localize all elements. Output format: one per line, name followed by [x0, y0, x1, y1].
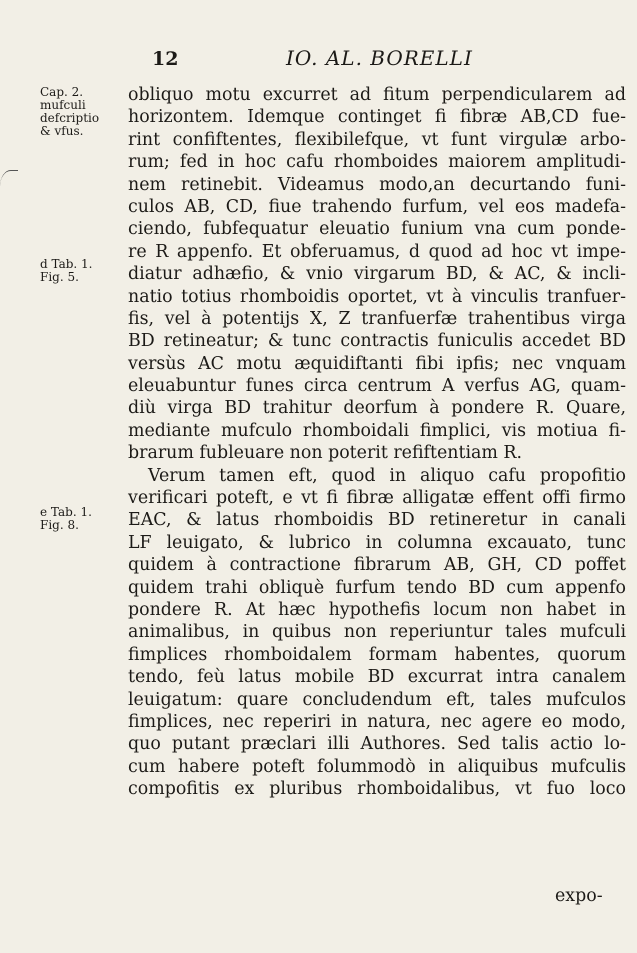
text-line: nem retinebit. Videamus modo,an decurtando funi-: [128, 174, 626, 195]
page-number: 12: [152, 48, 179, 70]
text-line: BD retineatur; & tunc contractis funiculis accedet BD: [128, 331, 626, 352]
margin-note-line: mufculi: [40, 98, 86, 112]
margin-note-figure-8: [40, 506, 92, 532]
text-line: rum; fed in hoc cafu rhomboides maiorem amplitudi-: [128, 152, 626, 173]
margin-note-line: Fig. 8.: [40, 518, 79, 532]
page-edge-mark: [0, 170, 18, 197]
text-line: fimplices rhomboidalem formam habentes, quorum: [128, 644, 626, 665]
text-line: quidem trahi obliquè furfum tendo BD cum appenfo: [128, 577, 626, 598]
text-line: fis, vel à potentijs X, Z tranfuerfæ trahentibus virga: [128, 308, 626, 329]
text-line-paragraph-start: Verum tamen eft, quod in aliquo cafu propofitio: [148, 465, 626, 486]
running-head: IO. AL. BORELLI: [286, 46, 473, 70]
margin-note-line: d Tab. 1.: [40, 257, 93, 271]
text-line: compofitis ex pluribus rhomboidalibus, vt fuo loco: [128, 779, 626, 800]
margin-note-line: e Tab. 1.: [40, 505, 92, 519]
text-line: fimplices, nec reperiri in natura, nec agere eo modo,: [128, 711, 626, 732]
text-line: quo putant præclari illi Authores. Sed talis actio lo-: [128, 734, 626, 755]
text-line: verificari poteft, e vt fi fibræ alligatæ effent offi firmo: [128, 488, 626, 509]
text-line: LF leuigato, & lubrico in columna excauato, tunc: [128, 532, 626, 553]
text-line: cum habere poteft folummodò in aliquibus mufculis: [128, 756, 626, 777]
text-line: re R appenfo. Et obferuamus, d quod ad hoc vt impe-: [128, 241, 626, 262]
text-line: leuigatum: quare concludendum eft, tales mufculos: [128, 689, 626, 710]
text-line: tendo, feù latus mobile BD excurrat intra canalem: [128, 667, 626, 688]
text-line: animalibus, in quibus non reperiuntur tales mufculi: [128, 622, 626, 643]
text-line: obliquo motu excurret ad fitum perpendicularem ad: [128, 85, 626, 105]
text-line: ciendo, fubfequatur eleuatio funium vna cum ponde-: [128, 219, 626, 240]
margin-note-figure-5: [40, 258, 92, 284]
text-line: mediante mufculo rhomboidali fimplici, vis motiua fi-: [128, 420, 626, 441]
text-line: versùs AC motu æquidiftanti fibi ipfis; nec vnquam: [128, 353, 626, 374]
margin-note-line: defcriptio: [40, 111, 100, 125]
text-line: natio totius rhomboidis oportet, vt à vinculis tranfuer-: [128, 286, 626, 307]
text-line: EAC, & latus rhomboidis BD retineretur in canali: [128, 510, 626, 531]
text-line: culos AB, CD, fiue trahendo furfum, vel eos madefa-: [128, 196, 626, 217]
page-header: [0, 44, 637, 74]
catchword: expo-: [555, 886, 603, 906]
margin-note-line: Cap. 2.: [40, 85, 84, 99]
body-text: [128, 84, 626, 801]
text-line: rint confiftentes, flexibilefque, vt funt virgulæ arbo-: [128, 129, 626, 150]
text-line: pondere R. At hæc hypothefis locum non habet in: [128, 599, 626, 620]
text-line: quidem à contractione fibrarum AB, GH, CD poffet: [128, 555, 626, 576]
text-line-paragraph-end: brarum fubleuare non poterit refiftentiam R.: [128, 443, 523, 464]
text-line: horizontem. Idemque continget fi fibræ AB,CD fue-: [128, 107, 626, 128]
margin-note-line: Fig. 5.: [40, 270, 79, 284]
margin-note-chapter: [40, 86, 99, 138]
margin-note-line: & vfus.: [40, 124, 84, 138]
text-line: eleuabuntur funes circa centrum A verfus AG, quam-: [128, 376, 626, 397]
text-line: diù virga BD trahitur deorfum à pondere R. Quare,: [128, 398, 626, 419]
text-line: diatur adhæfio, & vnio virgarum BD, & AC, & incli-: [128, 264, 626, 285]
